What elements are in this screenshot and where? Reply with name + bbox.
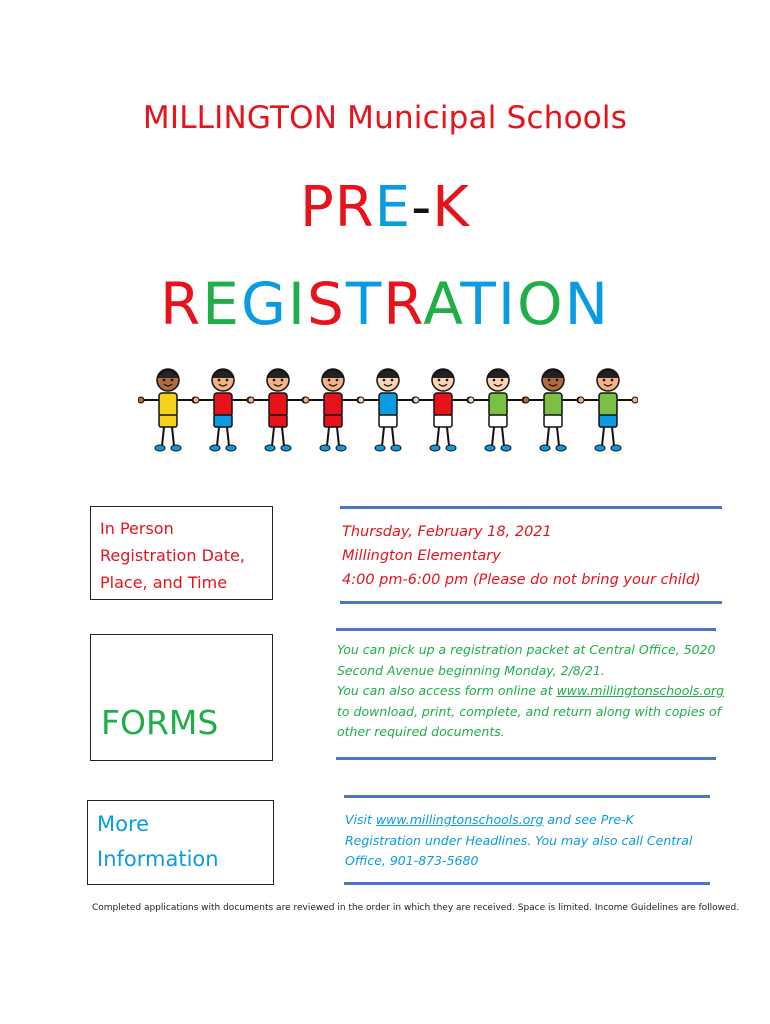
kid-shoe (320, 445, 330, 451)
event-place: Millington Elementary (342, 548, 501, 564)
kid-shorts (269, 415, 287, 427)
kid-shoe (265, 445, 275, 451)
kid-hand (523, 397, 529, 403)
kid-shirt (269, 393, 287, 417)
divider (340, 601, 722, 604)
title-letter: G (240, 270, 288, 338)
more-info-text-line (345, 810, 705, 831)
more-info-label-line: More (97, 812, 150, 836)
kid-shorts (544, 415, 562, 427)
kid-hand (468, 397, 474, 403)
kid-hand (413, 397, 419, 403)
more-info-text: Visit (345, 812, 376, 827)
kid-shorts (489, 415, 507, 427)
kid-hand (578, 397, 584, 403)
kid-leg (602, 427, 604, 446)
kid-leg (557, 427, 559, 446)
kid-leg (227, 427, 229, 446)
in-person-label-box (90, 506, 273, 600)
kid-eye (548, 379, 551, 382)
kid-leg (172, 427, 174, 446)
kid-shoe (540, 445, 550, 451)
kid-shoe (281, 445, 291, 451)
kid-eye (273, 379, 276, 382)
title-letter: E (374, 175, 412, 240)
kid-hand (632, 397, 638, 403)
kid-hand (193, 397, 199, 403)
kid-shoe (391, 445, 401, 451)
title-letter: I (497, 270, 517, 338)
title-letter: - (411, 175, 433, 240)
kid-shoe (171, 445, 181, 451)
kid-leg (162, 427, 164, 446)
more-info-label-line: Information (97, 847, 219, 871)
title-letter: A (423, 270, 461, 338)
event-date: Thursday, February 18, 2021 (342, 524, 552, 540)
divider (340, 506, 722, 509)
kid-leg (327, 427, 329, 446)
kid-eye (391, 379, 394, 382)
forms-text-line: other required documents. (337, 724, 505, 739)
kid-leg (392, 427, 394, 446)
kid-shorts (434, 415, 452, 427)
kid-shorts (214, 415, 232, 427)
divider (336, 757, 716, 760)
forms-text-line (337, 681, 727, 702)
title-letter: P (299, 175, 335, 240)
title-letter: R (383, 270, 424, 338)
in-person-label-line: In Person (100, 519, 174, 538)
kid-eye (446, 379, 449, 382)
kid-shoe (336, 445, 346, 451)
forms-text-line: Second Avenue beginning Monday, 2/8/21. (337, 662, 605, 678)
kid-eye (328, 379, 331, 382)
kid-eye (336, 379, 339, 382)
kid-eye (171, 379, 174, 382)
kid-shoe (501, 445, 511, 451)
kid-leg (382, 427, 384, 446)
kid-shirt (544, 393, 562, 417)
kid-shoe (430, 445, 440, 451)
more-info-details (345, 810, 705, 872)
kid-shoe (611, 445, 621, 451)
in-person-details (342, 520, 701, 592)
kid-shoe (226, 445, 236, 451)
event-time: 4:00 pm-6:00 pm (Please do not bring your child) (342, 572, 701, 588)
title-letter: T (345, 270, 384, 338)
more-info-text: and see Pre-K (543, 812, 634, 827)
kid-leg (447, 427, 449, 446)
title-registration (0, 270, 770, 338)
kid-shoe (375, 445, 385, 451)
title-letter: E (202, 270, 241, 338)
forms-label-box (90, 634, 273, 761)
kid-shorts (159, 415, 177, 427)
kid-eye (493, 379, 496, 382)
kid-shoe (595, 445, 605, 451)
kid-shirt (159, 393, 177, 417)
website-link[interactable]: www.millingtonschools.org (556, 683, 725, 698)
title-letter: I (287, 270, 308, 338)
kid-shirt (379, 393, 397, 417)
kid-eye (611, 379, 614, 382)
divider (344, 882, 710, 885)
kid-leg (492, 427, 494, 446)
kid-leg (612, 427, 614, 446)
kid-shoe (446, 445, 456, 451)
kid-eye (226, 379, 229, 382)
kid-leg (547, 427, 549, 446)
forms-text: You can also access form online at (337, 683, 557, 698)
more-info-text-line: Registration under Headlines. You may also call Central (345, 832, 693, 848)
kid-leg (337, 427, 339, 446)
more-info-label-box (87, 800, 274, 885)
footer-note: Completed applications with documents are reviewed in the order in which they are received. Space is limited. Income Guidelines are followed. (92, 903, 740, 913)
title-letter: R (334, 175, 375, 240)
children-holding-hands-icon (138, 360, 638, 460)
kid-leg (502, 427, 504, 446)
in-person-label-line: Registration Date, (100, 546, 245, 565)
more-info-text-line: Office, 901-873-5680 (345, 853, 479, 868)
kid-shorts (324, 415, 342, 427)
kid-shorts (599, 415, 617, 427)
kid-leg (282, 427, 284, 446)
kid-eye (438, 379, 441, 382)
kid-hand (303, 397, 309, 403)
title-letter: R (159, 270, 203, 338)
kid-shoe (210, 445, 220, 451)
kid-hand (248, 397, 254, 403)
title-letter: O (516, 270, 565, 338)
kid-hand (358, 397, 364, 403)
title-letter: T (460, 270, 498, 338)
kid-shoe (556, 445, 566, 451)
kid-eye (383, 379, 386, 382)
forms-details (337, 640, 727, 743)
kid-leg (272, 427, 274, 446)
in-person-label-line: Place, and Time (100, 573, 228, 592)
title-prek (0, 175, 770, 240)
kid-shirt (434, 393, 452, 417)
kid-hand (138, 397, 144, 403)
title-letter: N (564, 270, 611, 338)
kid-shoe (485, 445, 495, 451)
kid-eye (603, 379, 606, 382)
kid-eye (281, 379, 284, 382)
kid-leg (217, 427, 219, 446)
kid-eye (163, 379, 166, 382)
website-link[interactable]: www.millingtonschools.org (375, 812, 544, 827)
divider (336, 628, 716, 631)
kid-eye (218, 379, 221, 382)
kid-shoe (155, 445, 165, 451)
kid-shorts (379, 415, 397, 427)
divider (344, 795, 710, 798)
forms-text-line: You can pick up a registration packet at Central Office, 5020 (337, 642, 716, 657)
kid-leg (437, 427, 439, 446)
kid-shirt (489, 393, 507, 417)
kid-eye (556, 379, 559, 382)
forms-label: FORMS (101, 703, 219, 742)
kid-shirt (324, 393, 342, 417)
kid-shirt (214, 393, 232, 417)
title-letter: S (307, 270, 346, 338)
title-letter: K (432, 175, 471, 240)
school-name: MILLINGTON Municipal Schools (142, 100, 628, 136)
forms-text-line: to download, print, complete, and return along with copies of (337, 703, 721, 719)
kid-eye (501, 379, 504, 382)
kid-shirt (599, 393, 617, 417)
